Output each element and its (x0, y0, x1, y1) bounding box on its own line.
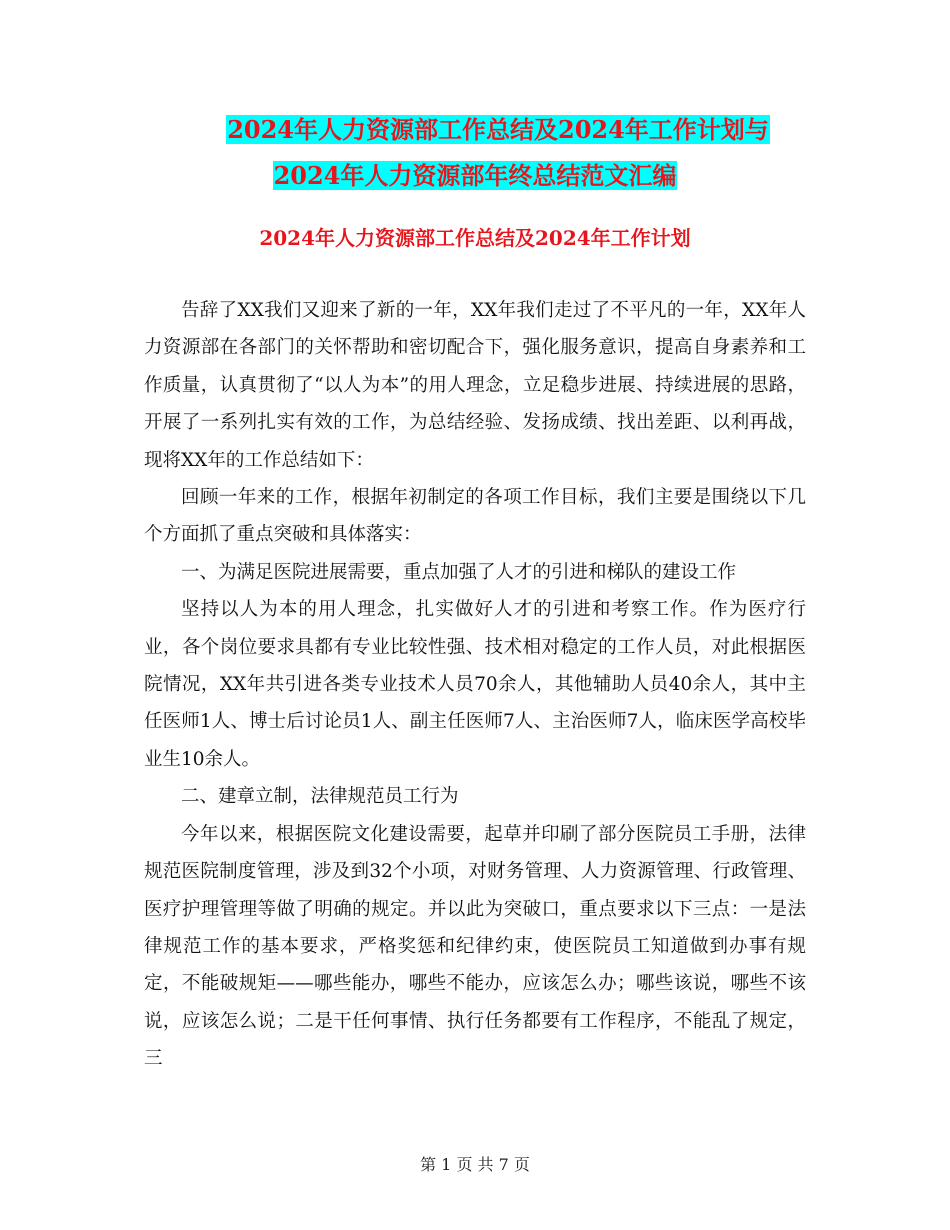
page-footer: 第 1 页 共 7 页 (420, 1155, 530, 1174)
paragraph: 一、为满足医院进展需要，重点加强了人才的引进和梯队的建设工作 (181, 561, 737, 583)
document-body (144, 292, 806, 1078)
document-title-line-2 (0, 158, 950, 194)
section-title: 2024年人力资源部工作总结及2024年工作计划 (259, 226, 691, 250)
title-highlight: 2024年人力资源部工作总结及2024年工作计划与 (227, 115, 769, 144)
paragraph: 二、建章立制，法律规范员工行为 (181, 786, 459, 808)
paragraph: 告辞了XX我们又迎来了新的一年，XX年我们走过了不平凡的一年，XX年人力资源部在各部门的关怀帮助和密切配合下，强化服务意识，提高自身素养和工作质量，认真贯彻了“以人为本”的用人理念，立足稳步进展、持续进展的思路，开展了一系列扎实有效的工作，为总结经验、发扬成绩、找出差距、以利再战，现将XX年的工作总结如下： (144, 300, 806, 471)
document-title-line-1 (0, 112, 950, 148)
paragraph: 坚持以人为本的用人理念，扎实做好人才的引进和考察工作。作为医疗行业，各个岗位要求具都有专业比较性强、技术相对稳定的工作人员，对此根据医院情况，XX年共引进各类专业技术人员70余人，其他辅助人员40余人，其中主任医师1人、博士后讨论员1人、副主任医师7人、主治医师7人，临床医学高校毕业生10余人。 (144, 599, 806, 770)
paragraph: 今年以来，根据医院文化建设需要，起草并印刷了部分医院员工手册，法律规范医院制度管理，涉及到32个小项，对财务管理、人力资源管理、行政管理、医疗护理管理等做了明确的规定。并以此为突破口，重点要求以下三点：一是法律规范工作的基本要求，严格奖惩和纪律约束，使医院员工知道做到办事有规定，不能破规矩——哪些能办，哪些不能办，应该怎么办；哪些该说，哪些不该说，应该怎么说；二是干任何事情、执行任务都要有工作程序，不能乱了规定，三 (144, 823, 806, 1070)
title-highlight: 2024年人力资源部年终总结范文汇编 (273, 161, 677, 190)
paragraph: 回顾一年来的工作，根据年初制定的各项工作目标，我们主要是围绕以下几个方面抓了重点突破和具体落实： (144, 487, 806, 546)
